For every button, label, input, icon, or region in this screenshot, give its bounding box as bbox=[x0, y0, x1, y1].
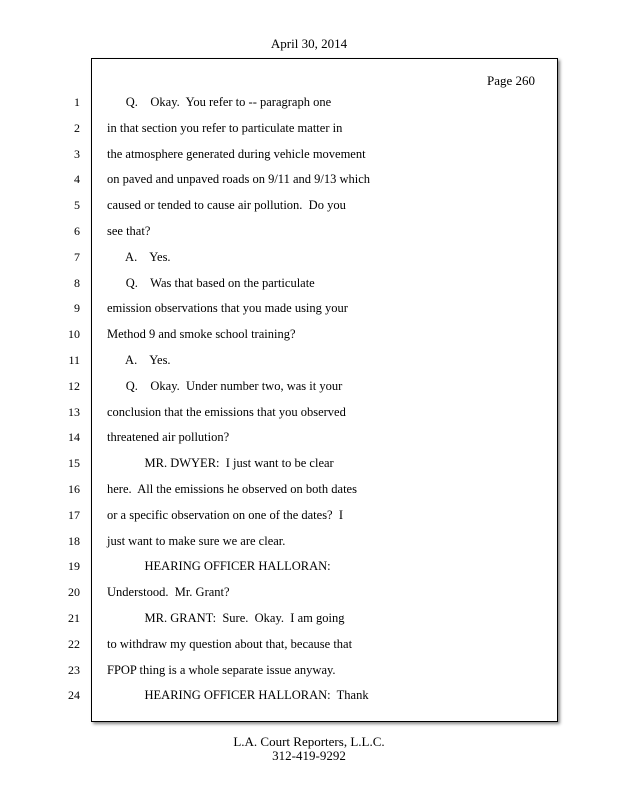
line-text: just want to make sure we are clear. bbox=[107, 534, 286, 548]
line-text: threatened air pollution? bbox=[107, 430, 230, 444]
line-text: in that section you refer to particulate matter in bbox=[107, 121, 343, 135]
line-number: 13 bbox=[68, 405, 80, 419]
line-text: HEARING OFFICER HALLORAN: bbox=[107, 559, 331, 573]
line-number: 21 bbox=[68, 611, 80, 625]
line-number: 10 bbox=[68, 327, 80, 341]
page-number: Page 260 bbox=[486, 73, 535, 88]
line-number: 5 bbox=[74, 198, 80, 212]
line-number: 8 bbox=[74, 276, 80, 290]
line-text: the atmosphere generated during vehicle movement bbox=[107, 147, 366, 161]
line-text: on paved and unpaved roads on 9/11 and 9/13 which bbox=[107, 172, 371, 186]
line-number: 22 bbox=[68, 637, 80, 651]
line-number: 6 bbox=[74, 224, 80, 238]
line-number: 15 bbox=[68, 456, 80, 470]
line-number: 3 bbox=[74, 147, 80, 161]
line-text: MR. DWYER: I just want to be clear bbox=[107, 456, 334, 470]
line-number: 7 bbox=[74, 250, 80, 264]
line-number: 18 bbox=[68, 534, 80, 548]
footer-company: L.A. Court Reporters, L.L.C. bbox=[233, 734, 385, 749]
line-text: Q. Okay. Under number two, was it your bbox=[107, 379, 343, 393]
line-number: 4 bbox=[74, 172, 80, 186]
line-text: HEARING OFFICER HALLORAN: Thank bbox=[107, 688, 369, 702]
line-number: 20 bbox=[68, 585, 80, 599]
line-text: Q. Was that based on the particulate bbox=[107, 276, 315, 290]
line-number: 16 bbox=[68, 482, 80, 496]
line-number: 11 bbox=[68, 353, 80, 367]
line-text: Understood. Mr. Grant? bbox=[107, 585, 230, 599]
line-text: Q. Okay. You refer to -- paragraph one bbox=[107, 95, 332, 109]
line-text: A. Yes. bbox=[107, 353, 171, 367]
header-date: April 30, 2014 bbox=[270, 36, 348, 51]
line-text: to withdraw my question about that, because that bbox=[107, 637, 353, 651]
line-number: 23 bbox=[68, 663, 80, 677]
line-text: or a specific observation on one of the dates? I bbox=[107, 508, 344, 522]
line-text: emission observations that you made using your bbox=[107, 301, 348, 315]
line-number: 2 bbox=[74, 121, 80, 135]
line-number: 9 bbox=[74, 301, 80, 315]
line-number: 1 bbox=[74, 95, 80, 109]
line-number: 19 bbox=[68, 559, 80, 573]
line-text: FPOP thing is a whole separate issue anyway. bbox=[107, 663, 336, 677]
line-number: 12 bbox=[68, 379, 80, 393]
line-number: 24 bbox=[68, 688, 80, 702]
line-number: 14 bbox=[68, 430, 80, 444]
line-text: caused or tended to cause air pollution. Do you bbox=[107, 198, 346, 212]
line-text: here. All the emissions he observed on both dates bbox=[107, 482, 357, 496]
line-text: MR. GRANT: Sure. Okay. I am going bbox=[107, 611, 345, 625]
line-text: A. Yes. bbox=[107, 250, 171, 264]
line-number: 17 bbox=[68, 508, 80, 522]
line-text: conclusion that the emissions that you observed bbox=[107, 405, 346, 419]
line-text: Method 9 and smoke school training? bbox=[107, 327, 296, 341]
footer-phone: 312-419-9292 bbox=[272, 748, 346, 763]
line-text: see that? bbox=[107, 224, 151, 238]
